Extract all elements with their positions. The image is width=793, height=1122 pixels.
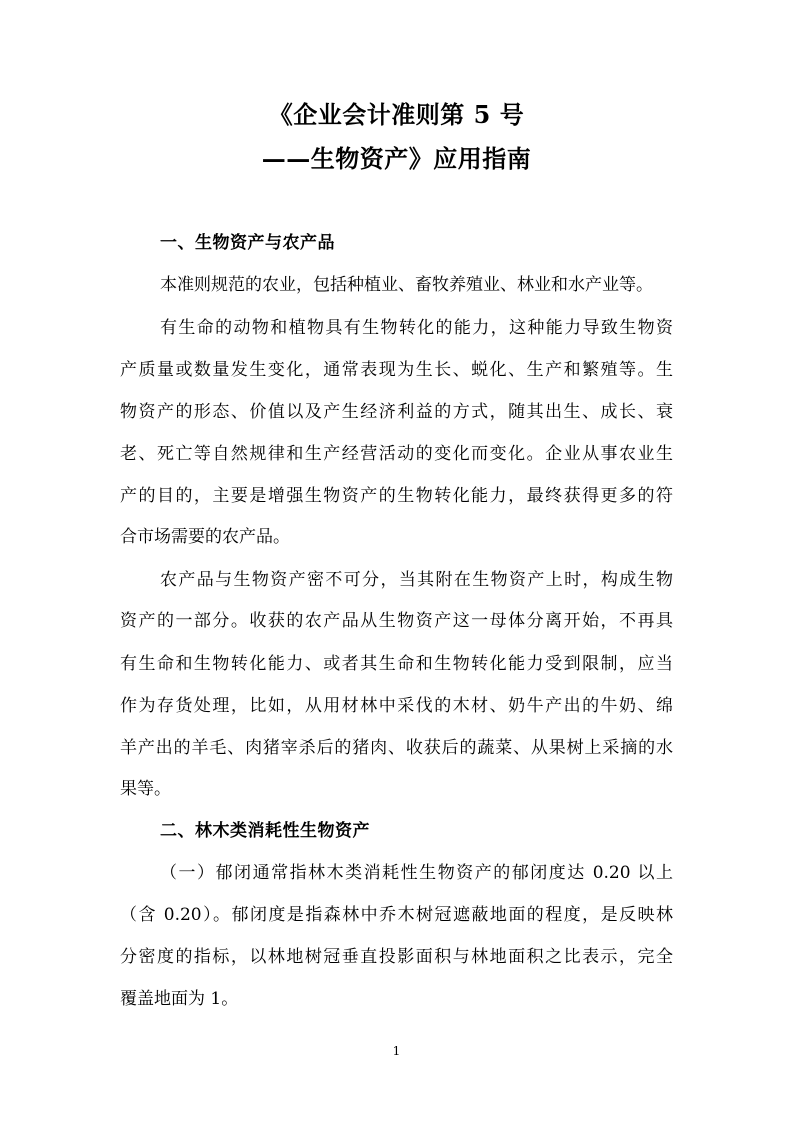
paragraph-line: 有生命的动物和植物具有生物转化的能力，这种能力导致生物资 <box>160 318 673 338</box>
paragraph-line: 产的目的，主要是增强生物资产的生物转化能力，最终获得更多的符 <box>120 486 673 506</box>
document-title-line-1: 《企业会计准则第 5 号 <box>268 100 525 129</box>
paragraph-line: 产质量或数量发生变化，通常表现为生长、蜕化、生产和繁殖等。生 <box>120 360 673 380</box>
paragraph-line: 资产的一部分。收获的农产品从生物资产这一母体分离开始，不再具 <box>120 611 673 631</box>
paragraph-line: 老、死亡等自然规律和生产经营活动的变化而变化。企业从事农业生 <box>120 444 673 464</box>
paragraph-line: （一）郁闭通常指林木类消耗性生物资产的郁闭度达 0.20 以上 <box>160 863 673 883</box>
document-title-line-2: ——生物资产》应用指南 <box>261 144 532 173</box>
paragraph-line: 分密度的指标，以林地树冠垂直投影面积与林地面积之比表示，完全 <box>120 947 673 967</box>
paragraph-line: （含 0.20）。郁闭度是指森林中乔木树冠遮蔽地面的程度，是反映林 <box>120 905 673 925</box>
paragraph-line: 作为存货处理，比如，从用材林中采伐的木材、奶牛产出的牛奶、绵 <box>120 696 673 716</box>
paragraph-line: 合市场需要的农产品。 <box>120 527 290 547</box>
paragraph-line: 农产品与生物资产密不可分，当其附在生物资产上时，构成生物 <box>160 570 673 590</box>
paragraph-line: 有生命和生物转化能力、或者其生命和生物转化能力受到限制，应当 <box>120 654 673 674</box>
section-heading-2: 二、林木类消耗性生物资产 <box>160 821 370 841</box>
paragraph-line: 物资产的形态、价值以及产生经济利益的方式，随其出生、成长、衰 <box>120 402 673 422</box>
paragraph-line: 果等。 <box>120 779 171 799</box>
paragraph-line: 羊产出的羊毛、肉猪宰杀后的猪肉、收获后的蔬菜、从果树上采摘的水 <box>120 738 673 758</box>
section-heading-1: 一、生物资产与农产品 <box>160 233 335 253</box>
paragraph-line: 覆盖地面为 1。 <box>120 989 239 1009</box>
paragraph-line: 本准则规范的农业，包括种植业、畜牧养殖业、林业和水产业等。 <box>160 275 653 295</box>
page-number: 1 <box>392 1044 401 1058</box>
